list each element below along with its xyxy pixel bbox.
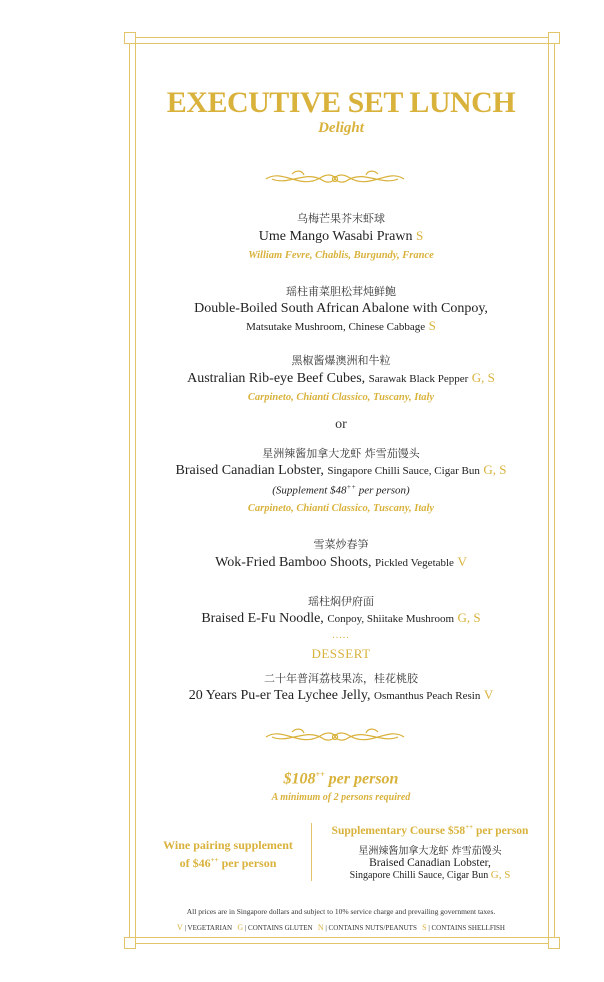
- legend-label: | VEGETARIAN: [184, 924, 233, 932]
- allergen-marks: G, S: [490, 868, 511, 881]
- or-separator: or: [335, 417, 347, 432]
- wine-pairing-line1: Wine pairing supplement: [163, 838, 293, 852]
- dish-detail: Singapore Chilli Sauce, Cigar Bun: [327, 465, 480, 477]
- wine-pairing: William Fevre, Chablis, Burgundy, France: [248, 250, 434, 261]
- wine-pairing-sup: ++: [210, 856, 219, 864]
- allergen-marks: G, S: [457, 610, 481, 625]
- course-name: [141, 610, 541, 627]
- menu-title: EXECUTIVE SET LUNCH: [166, 86, 516, 119]
- dish-detail: Conpoy, Shiitake Mushroom: [327, 613, 455, 625]
- dish-title: Ume Mango Wasabi Prawn: [258, 229, 413, 244]
- supplement-divider: [311, 823, 312, 881]
- supplementary-price: Supplementary Course $58: [331, 824, 466, 837]
- dish-title: Braised E-Fu Noodle,: [201, 611, 324, 626]
- course-chinese-name: 黑椒酱爆澳洲和牛粒: [291, 354, 391, 367]
- supplement-sup: ++: [346, 483, 356, 491]
- supplementary-detail-text: Singapore Chilli Sauce, Cigar Bun: [349, 869, 489, 881]
- menu-subtitle: Delight: [318, 120, 364, 136]
- supplement-note: [141, 483, 541, 497]
- dish-detail: Matsutake Mushroom, Chinese Cabbage: [246, 321, 426, 333]
- price-disclaimer: All prices are in Singapore dollars and subject to 10% service charge and prevailing government taxes.: [186, 907, 496, 916]
- dish-title: 20 Years Pu-er Tea Lychee Jelly,: [188, 688, 371, 703]
- course-chinese-name: 乌梅芒果芥末虾球: [297, 212, 385, 225]
- allergen-marks: G, S: [483, 462, 507, 477]
- supplementary-detail: [316, 869, 544, 881]
- dessert-dots: .....: [332, 630, 350, 641]
- set-price: [141, 770, 541, 788]
- dish-detail: Osmanthus Peach Resin: [374, 690, 481, 702]
- allergen-marks: S: [416, 228, 424, 243]
- dietary-legend: [141, 923, 541, 932]
- supplementary-course: [316, 823, 544, 881]
- allergen-marks: G, S: [471, 370, 495, 385]
- frame-corner: [548, 32, 560, 44]
- dish-detail: Sarawak Black Pepper: [368, 373, 469, 385]
- course-detail: [141, 318, 541, 335]
- legend-label: | CONTAINS GLUTEN: [244, 924, 313, 932]
- dish-title: Australian Rib-eye Beef Cubes,: [187, 371, 366, 386]
- course-chinese-name: 瑶柱甫菜胆松茸炖鲜鲍: [286, 285, 396, 298]
- price-amount: $108: [283, 770, 316, 788]
- frame-corner: [548, 937, 560, 949]
- course-chinese-name: 星洲辣酱加拿大龙虾 炸雪茄馒头: [262, 447, 420, 460]
- frame-corner: [124, 32, 136, 44]
- legend-label: | CONTAINS SHELLFISH: [428, 924, 505, 932]
- flourish-ornament-top-icon: [262, 166, 408, 192]
- supplementary-sup: ++: [465, 823, 474, 831]
- course-chinese-name: 雪菜炒春笋: [313, 538, 369, 551]
- allergen-marks: V: [457, 554, 467, 569]
- dessert-heading: DESSERT: [311, 646, 371, 661]
- wine-pairing-price: of $46: [179, 856, 211, 870]
- wine-pairing-tail: per person: [218, 856, 277, 870]
- legend-code: N: [317, 923, 324, 932]
- legend-label: | CONTAINS NUTS/PEANUTS: [325, 924, 417, 932]
- wine-pairing-supplement: [150, 838, 306, 871]
- supplement-tail: per person): [355, 484, 410, 497]
- price-sup: ++: [315, 770, 325, 779]
- supplementary-dish: Braised Canadian Lobster,: [369, 856, 491, 869]
- legend-code: V: [176, 923, 183, 932]
- wine-pairing-line2: [150, 853, 306, 871]
- supplementary-heading: [316, 823, 544, 837]
- dish-title: Braised Canadian Lobster,: [175, 463, 324, 478]
- allergen-marks: S: [428, 318, 436, 333]
- course-name: [141, 462, 541, 479]
- course-chinese-name: 二十年普洱荔枝果冻，桂花桃胶: [264, 672, 418, 685]
- dish-detail: Pickled Vegetable: [375, 557, 454, 569]
- dish-title: Double-Boiled South African Abalone with Conpoy,: [194, 301, 488, 316]
- wine-pairing: Carpineto, Chianti Classico, Tuscany, Italy: [247, 392, 435, 403]
- legend-code: S: [422, 923, 427, 932]
- course-name: [141, 687, 541, 704]
- price-unit: per person: [324, 770, 399, 788]
- supplement-price: (Supplement $48: [272, 484, 347, 497]
- course-name: [141, 228, 541, 245]
- supplementary-tail: per person: [473, 824, 529, 837]
- course-name: [141, 370, 541, 387]
- dish-title: Wok-Fried Bamboo Shoots,: [215, 555, 372, 570]
- wine-pairing: Carpineto, Chianti Classico, Tuscany, Italy: [247, 503, 435, 514]
- course-chinese-name: 瑶柱焖伊府面: [308, 595, 374, 608]
- supplementary-chinese-name: 星洲辣酱加拿大龙虾 炸雪茄馒头: [358, 845, 502, 857]
- legend-code: G: [237, 923, 244, 932]
- course-name: [141, 554, 541, 571]
- frame-corner: [124, 937, 136, 949]
- allergen-marks: V: [483, 687, 494, 702]
- minimum-note: A minimum of 2 persons required: [271, 792, 411, 803]
- flourish-ornament-bottom-icon: [262, 724, 408, 750]
